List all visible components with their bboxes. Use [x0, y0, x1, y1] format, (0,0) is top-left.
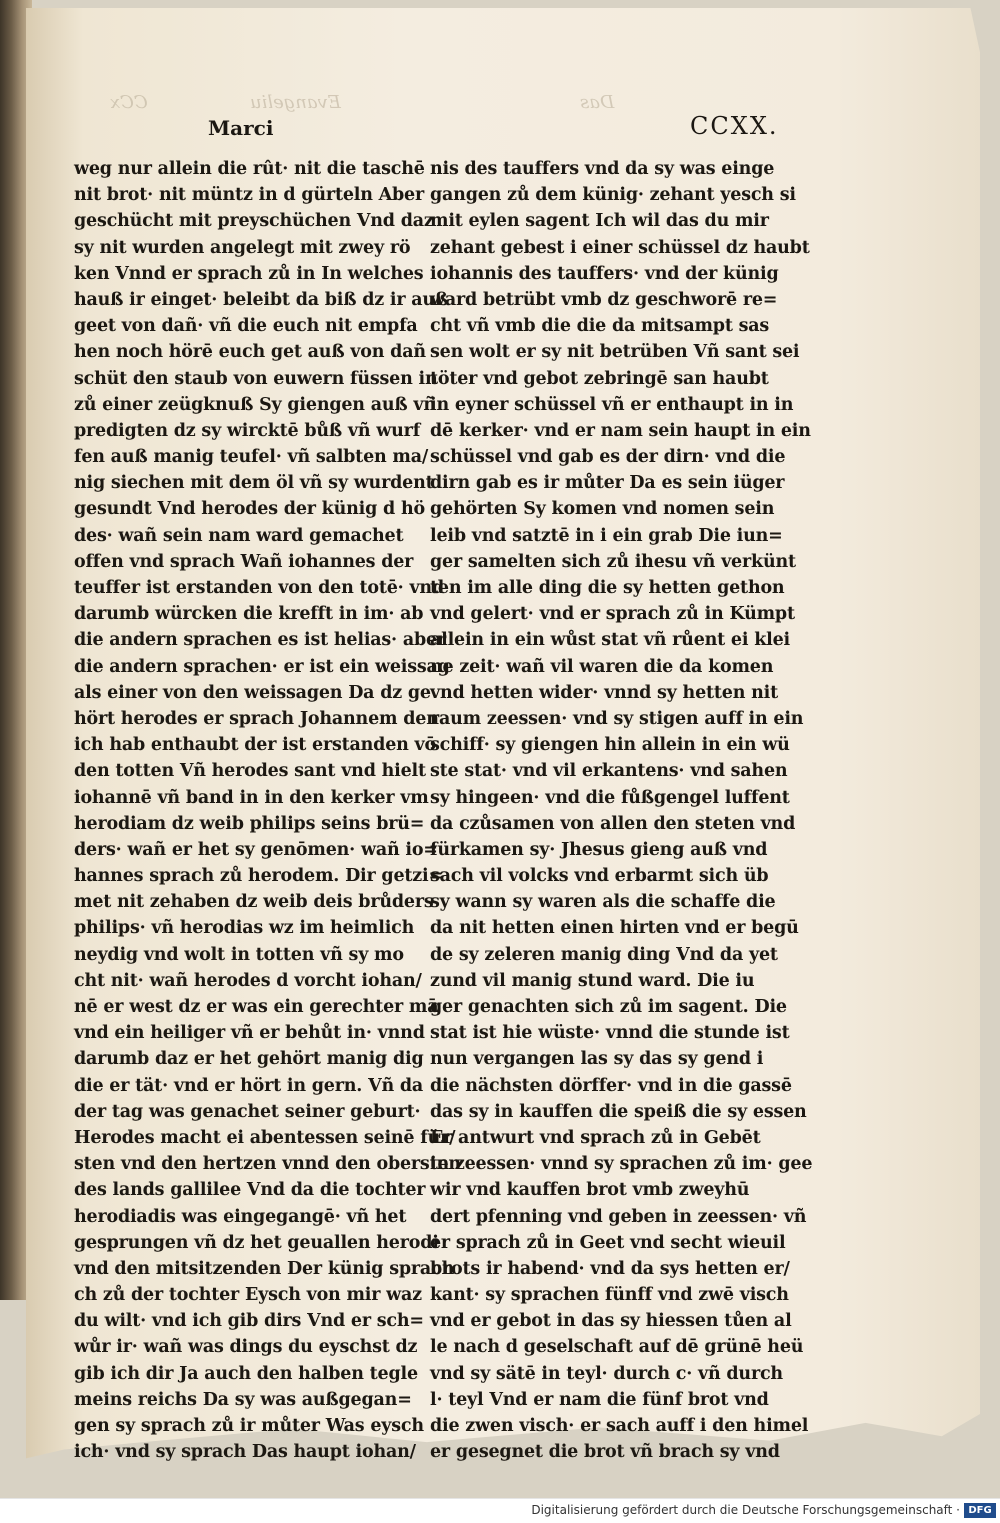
text-line: wir vnd kauffen brot vmb zweyhū [430, 1180, 750, 1201]
text-line: neydig vnd wolt in totten vñ sy mo [74, 944, 404, 965]
text-line: fürkamen sy· Jhesus gieng auß vnd [430, 839, 768, 860]
text-line: die zwen visch· er sach auff i den himel [430, 1416, 809, 1436]
text-line: gangen zů dem künig· zehant yesch si [430, 185, 796, 206]
text-line: des· wañ sein nam ward gemachet [74, 525, 404, 546]
text-line: cht nit· wañ herodes d vorcht iohan/ [74, 970, 422, 991]
text-line: vnd sy sätē in teyl· durch c· vñ durch [430, 1363, 783, 1384]
text-line: sy hingeen· vnd die fůßgengel luffent [430, 787, 790, 808]
text-line: die nächsten dörffer· vnd in die gassē [430, 1075, 792, 1096]
text-line: darumb daz er het gehört manig dig [74, 1049, 424, 1070]
text-line: weg nur allein die rût· nit die taschē [74, 159, 425, 179]
text-line: met nit zehaben dz weib deis brůders [74, 892, 434, 913]
text-line: ich hab enthaubt der ist erstanden vō [74, 735, 436, 756]
text-line: wůr ir· wañ was dings du eyschst dz [74, 1337, 418, 1358]
text-line: sen wolt er sy nit betrüben Vñ sant sei [430, 342, 800, 363]
text-line: vnd er gebot in das sy hiessen tůen al [430, 1311, 792, 1332]
bleed-through-text: Das [580, 92, 615, 113]
text-line: ch zů der tochter Eysch von mir waz [74, 1285, 422, 1306]
text-line: gib ich dir Ja auch den halben tegle [74, 1363, 418, 1384]
text-line: als einer von den weissagen Da dz ge [74, 682, 431, 703]
folio-number: CCXX. [690, 112, 779, 140]
text-line: schüt den staub von euwern füssen in [74, 368, 438, 389]
text-line: allein in ein wůst stat vñ růent ei klei [430, 630, 790, 651]
text-line: dirn gab es ir můter Da es sein iüger [430, 473, 785, 494]
text-line: gehörten Sy komen vnd nomen sein [430, 499, 775, 520]
text-line: ich· vnd sy sprach Das haupt iohan/ [74, 1442, 416, 1463]
text-line: dē kerker· vnd er nam sein haupt in ein [430, 420, 811, 441]
text-line: stat ist hie wüste· vnnd die stunde ist [430, 1023, 790, 1044]
text-line: kant· sy sprachen fünff vnd zwē visch [430, 1285, 789, 1306]
text-line: herodiam dz weib philips seins brü= [74, 813, 425, 834]
text-line: hauß ir einget· beleibt da biß dz ir auß [74, 289, 449, 310]
text-line: predigten dz sy wircktē bůß vñ wurf [74, 420, 421, 441]
text-line: de sy zeleren manig ding Vnd da yet [430, 944, 778, 965]
text-line: ste stat· vnd vil erkantens· vnd sahen [430, 761, 788, 782]
text-line: sy wann sy waren als die schaffe die [430, 892, 776, 913]
text-line: herodiadis was eingegangē· vñ het [74, 1206, 407, 1227]
footer-bar [0, 1498, 1000, 1523]
text-line: darumb würcken die krefft in im· ab [74, 604, 424, 625]
text-line: cht vñ vmb die die da mitsampt sas [430, 316, 770, 337]
text-line: vnd den mitsitzenden Der künig sprach [74, 1258, 455, 1279]
text-line: nit brot· nit müntz in d gürteln Aber [74, 185, 424, 206]
text-line: geschücht mit preyschüchen Vnd daz [74, 211, 434, 232]
text-line: Herodes macht ei abentessen seinē für/ [74, 1127, 456, 1148]
text-column-left [74, 156, 461, 1465]
text-line: zehant gebest i einer schüssel dz haubt [430, 237, 810, 258]
text-line: leib vnd satztē in i ein grab Die iun= [430, 525, 783, 546]
text-line: die andern sprachen es ist helias· aber [74, 630, 446, 651]
text-line: l· teyl Vnd er nam die fünf brot vnd [430, 1389, 769, 1410]
text-line: offen vnd sprach Wañ iohannes der [74, 551, 414, 572]
text-line: die er tät· vnd er hört in gern. Vñ da [74, 1075, 424, 1096]
text-line: raum zeessen· vnd sy stigen auff in ein [430, 708, 804, 729]
text-line: er gesegnet die brot vñ brach sy vnd [430, 1442, 780, 1463]
text-line: der tag was genachet seiner geburt· [74, 1101, 421, 1122]
text-line: gesprungen vñ dz het geuallen herodi [74, 1232, 439, 1253]
text-line: ward betrübt vmb dz geschworē re= [430, 289, 778, 310]
text-line: da czůsamen von allen den steten vnd [430, 813, 796, 834]
text-line: zund vil manig stund ward. Die iu [430, 970, 755, 991]
text-line: le nach d geselschaft auf dē grünē heü [430, 1337, 804, 1358]
text-line: ten im alle ding die sy hetten gethon [430, 578, 785, 598]
text-line: iohannis des tauffers· vnd der künig [430, 263, 779, 284]
text-line: das sy in kauffen die speiß die sy essen [430, 1101, 807, 1122]
text-line: du wilt· vnd ich gib dirs Vnd er sch= [74, 1311, 424, 1332]
text-line: in zeessen· vnnd sy sprachen zů im· gee [430, 1154, 813, 1175]
text-line: schiff· sy giengen hin allein in ein wü [430, 735, 790, 756]
text-column-right [430, 156, 813, 1465]
text-line: fen auß manig teufel· vñ salbten ma/ [74, 447, 429, 468]
footer-credit: Digitalisierung gefördert durch die Deutsche Forschungsgemeinschaft · [531, 1503, 960, 1517]
text-line: hen noch hörē euch get auß von dañ [74, 342, 426, 363]
text-line: dert pfenning vnd geben in zeessen· vñ [430, 1206, 807, 1227]
text-line: brots ir habend· vnd da sys hetten er/ [430, 1258, 790, 1279]
text-line: des lands gallilee Vnd da die tochter [74, 1180, 426, 1201]
bleed-through-text: Evangeliu [250, 92, 341, 113]
text-line: geet von dañ· vñ die euch nit empfa [74, 316, 418, 337]
dfg-logo: DFG [964, 1503, 996, 1518]
text-line: Er antwurt vnd sprach zů in Gebēt [430, 1127, 761, 1148]
text-line: gen sy sprach zů ir můter Was eysch [74, 1416, 424, 1436]
text-line: sten vnd den hertzen vnnd den obersten [74, 1154, 461, 1175]
text-line: vnd gelert· vnd er sprach zů in Kümpt [430, 604, 795, 625]
text-line: vnd hetten wider· vnnd sy hetten nit [430, 682, 778, 703]
text-line: er sprach zů in Geet vnd secht wieuil [430, 1232, 786, 1253]
text-line: ken Vnnd er sprach zů in In welches [74, 263, 424, 284]
text-line: iohannē vñ band in in den kerker vm [74, 787, 429, 808]
text-line: gesundt Vnd herodes der künig d hö [74, 499, 425, 520]
text-line: sy nit wurden angelegt mit zwey rö [74, 237, 411, 258]
text-line: vnd ein heiliger vñ er behůt in· vnnd [74, 1023, 425, 1044]
running-header-left: Marci [208, 116, 274, 140]
text-line: den totten Vñ herodes sant vnd hielt [74, 761, 426, 782]
text-line: sach vil volcks vnd erbarmt sich üb [430, 866, 769, 887]
text-line: da nit hetten einen hirten vnd er begū [430, 918, 799, 939]
text-line: nig siechen mit dem öl vñ sy wurdent [74, 473, 434, 494]
text-line: töter vnd gebot zebringē san haubt [430, 368, 769, 389]
text-line: nē er west dz er was ein gerechter mā [74, 997, 439, 1017]
text-line: zů einer zeügknuß Sy giengen auß vñ [74, 394, 436, 415]
bleed-through-text: CCx [110, 92, 148, 113]
text-line: teuffer ist erstanden von den totē· vnd [74, 578, 444, 598]
text-line: hört herodes er sprach Johannem den [74, 708, 439, 729]
text-line: ger samelten sich zů ihesu vñ verkünt [430, 551, 796, 572]
text-line: philips· vñ herodias wz im heimlich [74, 918, 415, 939]
text-line: ne zeit· wañ vil waren die da komen [430, 656, 774, 677]
text-line: nis des tauffers vnd da sy was einge [430, 159, 775, 179]
text-line: ger genachten sich zů im sagent. Die [430, 997, 787, 1017]
text-line: nun vergangen las sy das sy gend i [430, 1049, 764, 1070]
text-line: in eyner schüssel vñ er enthaupt in in [430, 394, 794, 415]
text-line: hannes sprach zů herodem. Dir getzi= [74, 866, 443, 887]
text-line: meins reichs Da sy was außgegan= [74, 1389, 412, 1410]
text-line: ders· wañ er het sy genōmen· wañ io= [74, 839, 438, 860]
text-line: die andern sprachen· er ist ein weissag [74, 656, 450, 677]
text-line: schüssel vnd gab es der dirn· vnd die [430, 447, 786, 468]
text-line: mit eylen sagent Ich wil das du mir [430, 211, 769, 232]
